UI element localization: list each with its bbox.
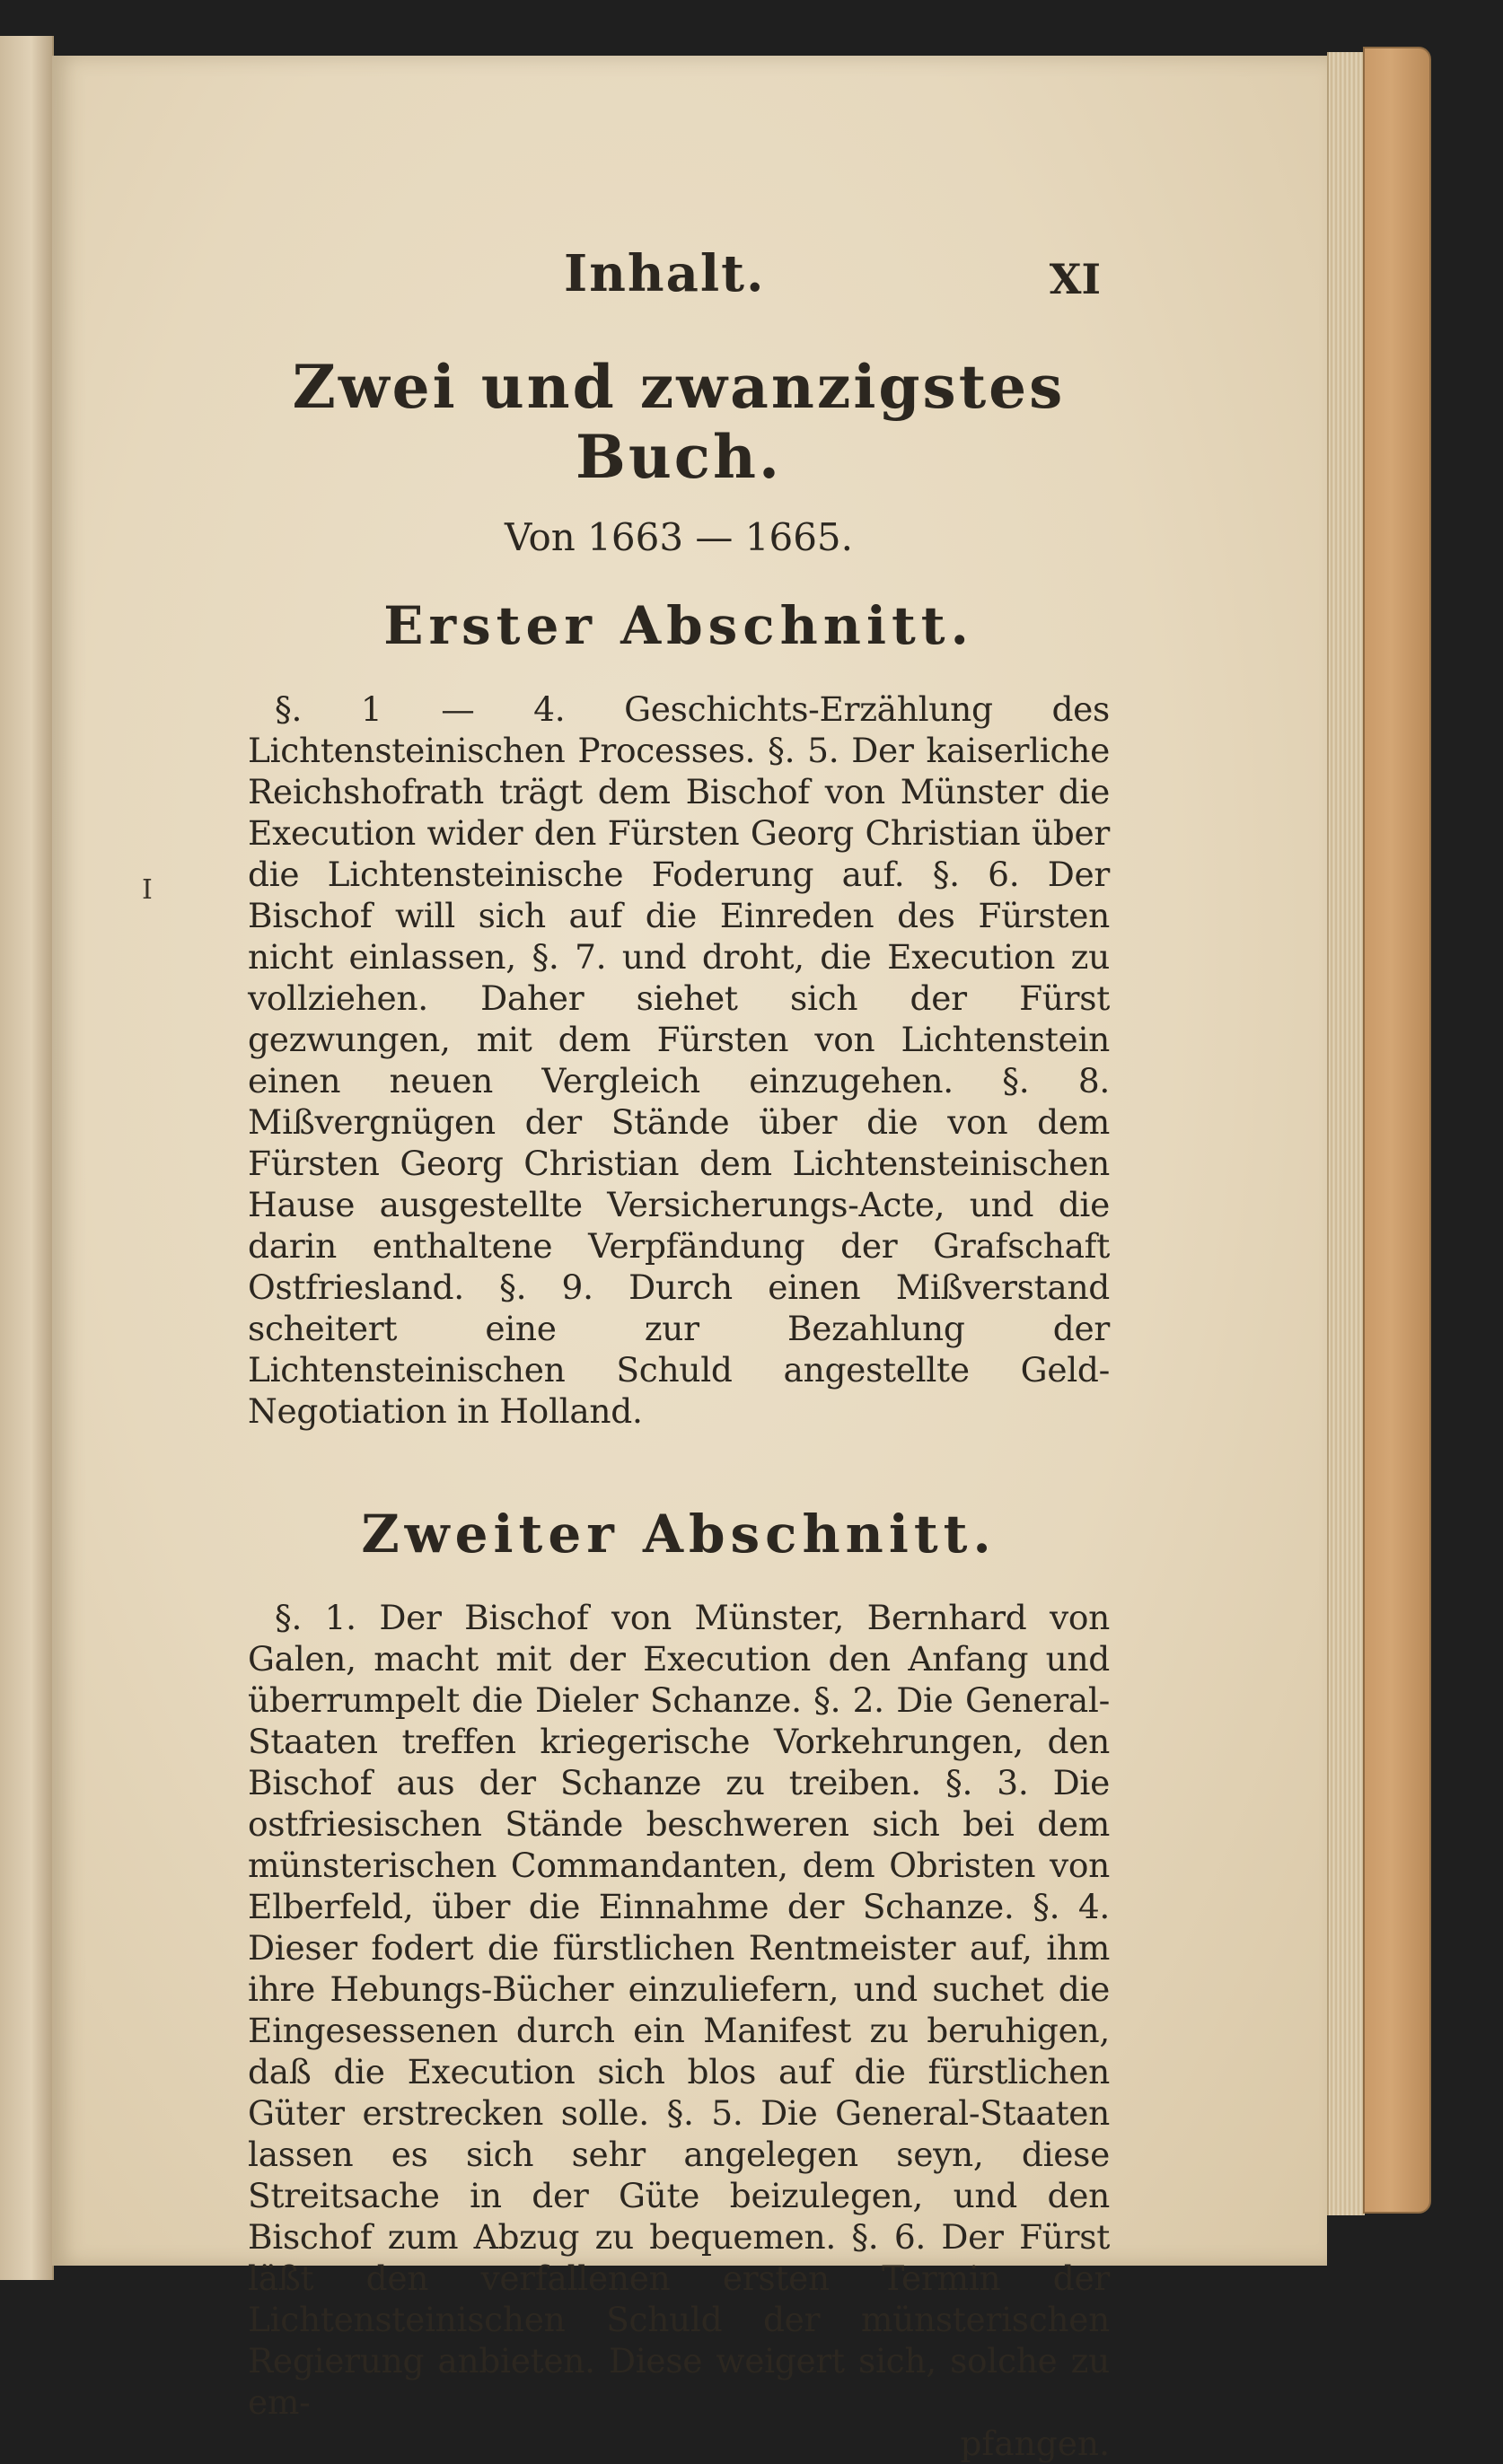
section-text-second: §. 1. Der Bischof von Münster, Bernhard von Galen, macht mit der Execution den Anfang und überrumpelt die Dieler Schanze. §. 2. Die General-Staaten treffen kriegerische Vorkehrungen, den Bischof aus der Schanze zu treiben. §. 3. Die ostfriesischen Stände beschweren sich bei dem münsterischen Commandanten, dem Obristen von Elberfeld, über die Einnahme der Schanze. §. 4. Dieser fodert die fürstlichen Rentmeister auf, ihm ihre Hebungs-Bücher einzuliefern, und suchet die Eingesessenen durch ein Manifest zu beruhigen, daß die Execution sich blos auf die fürstlichen Güter erstrecken solle. §. 5. Die General-Staaten lassen es sich sehr angelegen seyn, diese Streitsache in der Güte beizulegen, und den Bischof zum Abzug zu bequemen. §. 6. Der Fürst läßt den verfallenen ersten Termin der Lichtensteinischen Schuld der münsterischen Regierung anbieten. Diese weigert sich, solche zu em- — [248, 1598, 1110, 2422]
section-heading-first: Erster Abschnitt. — [383, 595, 974, 656]
page-number: XI — [1049, 255, 1101, 303]
section-text-first: §. 1 — 4. Geschichts-Erzählung des Lichtensteinischen Processes. §. 5. Der kaiserliche Reichshofrath trägt dem Bischof von Münster die Execution wider den Fürsten Georg Christian über die Lichtensteinische Foderung auf. §. 6. Der Bischof will sich auf die Einreden des Fürsten nicht einlassen, §. 7. und droht, die Execution zu vollziehen. Daher siehet sich der Fürst gezwungen, mit dem Fürsten von Lichtenstein einen neuen Vergleich einzugehen. §. 8. Mißvergnügen der Stände über die von dem Fürsten Georg Christian dem Lichtensteinischen Hause ausgestellte Versicherungs-Acte, und die darin enthaltene Verpfändung der Grafschaft Ostfriesland. §. 9. Durch einen Mißverstand scheitert eine zur Bezahlung der Lichtensteinischen Schuld angestellte Geld-Negotiation in Holland. — [248, 689, 1110, 1431]
date-range: Von 1663 — 1665. — [505, 515, 853, 559]
facing-page-edge — [0, 36, 54, 2280]
page-content — [248, 244, 1110, 2464]
book-cover-edge — [1363, 47, 1431, 2214]
section-heading-second: Zweiter Abschnitt. — [361, 1504, 997, 1565]
running-title: Inhalt. — [564, 244, 766, 303]
book-title: Zwei und zwanzigstes Buch. — [292, 352, 1066, 492]
book-page — [52, 56, 1327, 2463]
running-head — [248, 244, 1110, 334]
margin-mark: I — [142, 874, 153, 906]
page-edges — [1327, 52, 1365, 2215]
catchword: pfangen. — [960, 2424, 1110, 2463]
